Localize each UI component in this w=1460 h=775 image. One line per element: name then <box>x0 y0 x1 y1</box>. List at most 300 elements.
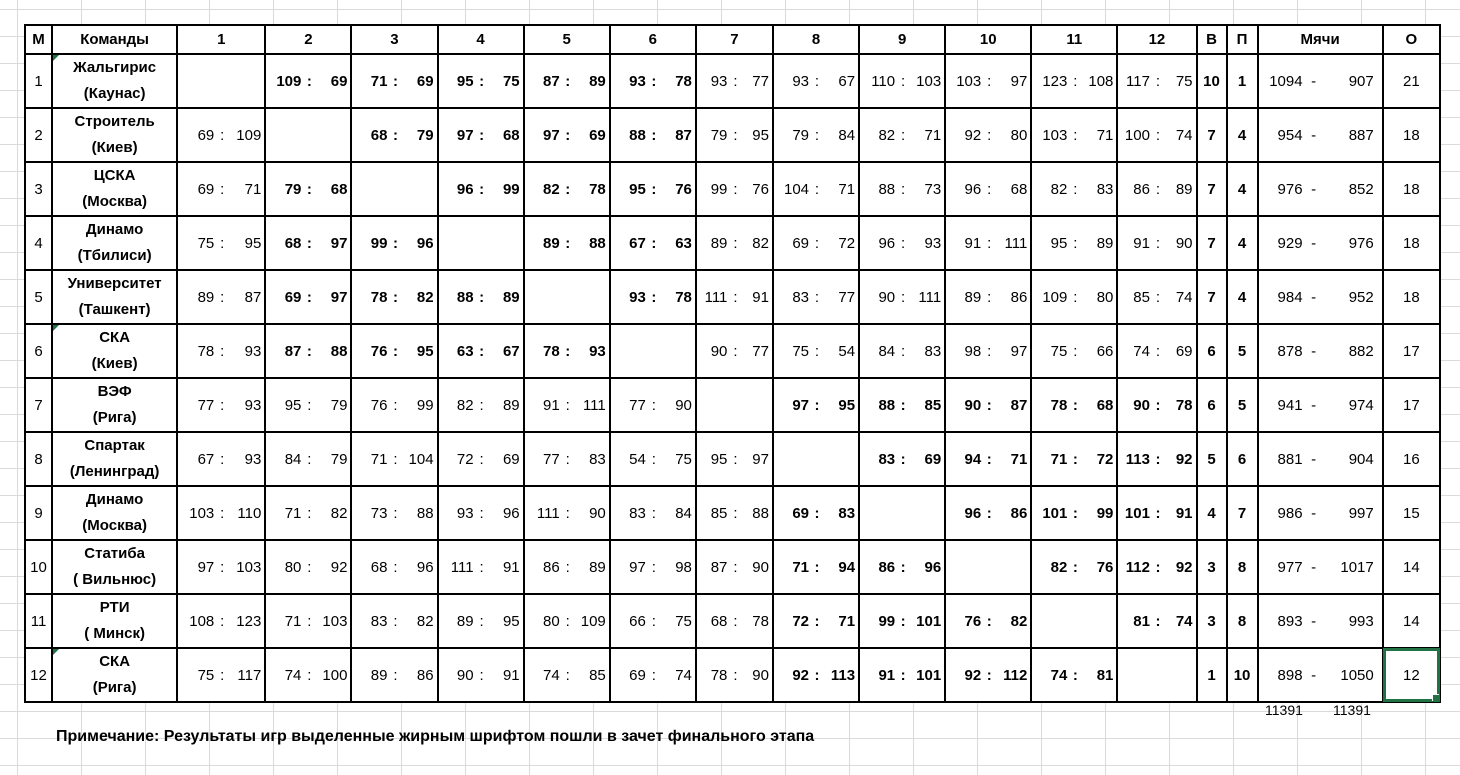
score-cell[interactable] <box>351 108 437 162</box>
score-cell[interactable] <box>610 432 696 486</box>
team-city: (Киев) <box>91 139 138 156</box>
team-cell[interactable] <box>52 324 177 378</box>
wins-cell[interactable]: 3 <box>1197 594 1227 648</box>
rank-cell[interactable]: 1 <box>25 54 52 108</box>
score-cell[interactable] <box>1117 324 1196 378</box>
team-cell[interactable] <box>52 108 177 162</box>
points-cell[interactable] <box>1383 108 1440 162</box>
score-cell[interactable] <box>945 648 1031 702</box>
footnote[interactable]: Примечание: Результаты игр выделенные жирным шрифтом пошли в зачет финального этапа <box>56 728 815 745</box>
empty-self-cell[interactable] <box>945 540 1031 594</box>
score-wrap <box>946 271 1030 323</box>
score-cell[interactable] <box>1031 324 1117 378</box>
score-cell[interactable] <box>177 540 265 594</box>
score-wrap <box>266 379 350 431</box>
points-cell[interactable] <box>1383 324 1440 378</box>
score-cell[interactable] <box>177 324 265 378</box>
score-cell[interactable] <box>610 54 696 108</box>
score-cell[interactable] <box>859 432 945 486</box>
score-cell[interactable] <box>351 54 437 108</box>
balls-for: 954 <box>1277 126 1303 144</box>
score-cell[interactable] <box>859 216 945 270</box>
score-for: 89 <box>370 666 388 684</box>
score-cell[interactable] <box>859 648 945 702</box>
losses-cell[interactable]: 4 <box>1227 108 1258 162</box>
score-cell[interactable] <box>438 54 524 108</box>
score-separator: : <box>1155 450 1161 468</box>
score-cell[interactable] <box>610 486 696 540</box>
score-cell[interactable] <box>945 486 1031 540</box>
losses-cell[interactable]: 4 <box>1227 162 1258 216</box>
score-cell[interactable] <box>524 594 610 648</box>
balls-cell[interactable] <box>1258 432 1383 486</box>
score-against: 78 <box>1175 396 1193 414</box>
balls-cell[interactable] <box>1258 378 1383 432</box>
team-cell[interactable] <box>52 216 177 270</box>
score-cell[interactable] <box>945 378 1031 432</box>
score-cell[interactable] <box>773 270 859 324</box>
score-cell[interactable] <box>438 162 524 216</box>
score-cell[interactable] <box>1117 54 1196 108</box>
score-cell[interactable] <box>1031 486 1117 540</box>
points-cell[interactable] <box>1383 432 1440 486</box>
losses-cell[interactable]: 8 <box>1227 594 1258 648</box>
balls-against: 976 <box>1348 234 1374 252</box>
points-cell[interactable] <box>1383 270 1440 324</box>
score-cell[interactable] <box>265 162 351 216</box>
team-cell[interactable] <box>52 54 177 108</box>
header-losses[interactable]: П <box>1227 25 1258 54</box>
balls-cell[interactable] <box>1258 162 1383 216</box>
empty-self-cell[interactable] <box>177 54 265 108</box>
score-cell[interactable] <box>524 432 610 486</box>
score-cell[interactable] <box>610 108 696 162</box>
score-cell[interactable] <box>265 432 351 486</box>
score-cell[interactable] <box>1031 108 1117 162</box>
score-wrap <box>774 109 858 161</box>
score-cell[interactable] <box>438 324 524 378</box>
rank-cell[interactable]: 7 <box>25 378 52 432</box>
score-cell[interactable] <box>859 540 945 594</box>
losses-cell[interactable]: 6 <box>1227 432 1258 486</box>
balls-cell[interactable] <box>1258 648 1383 702</box>
score-cell[interactable] <box>524 540 610 594</box>
points-cell[interactable] <box>1383 540 1440 594</box>
score-cell[interactable] <box>177 378 265 432</box>
score-cell[interactable] <box>610 162 696 216</box>
score-cell[interactable] <box>773 540 859 594</box>
score-cell[interactable] <box>438 594 524 648</box>
balls-cell[interactable] <box>1258 54 1383 108</box>
empty-self-cell[interactable] <box>265 108 351 162</box>
total-balls-for[interactable]: 11391 <box>1265 702 1303 718</box>
score-cell[interactable] <box>1031 648 1117 702</box>
score-cell[interactable] <box>1117 378 1196 432</box>
score-cell[interactable] <box>773 162 859 216</box>
score-cell[interactable] <box>524 648 610 702</box>
score-cell[interactable] <box>696 594 773 648</box>
empty-self-cell[interactable] <box>351 162 437 216</box>
score-wrap <box>774 487 858 539</box>
score-cell[interactable] <box>696 54 773 108</box>
score-cell[interactable] <box>610 540 696 594</box>
team-cell[interactable] <box>52 540 177 594</box>
score-cell[interactable] <box>524 324 610 378</box>
score-cell[interactable] <box>610 648 696 702</box>
score-separator: : <box>220 288 225 306</box>
score-cell[interactable] <box>696 540 773 594</box>
header-col-10[interactable]: 10 <box>945 25 1031 54</box>
losses-cell[interactable]: 7 <box>1227 486 1258 540</box>
balls-cell[interactable] <box>1258 324 1383 378</box>
score-cell[interactable] <box>265 324 351 378</box>
score-cell[interactable] <box>265 270 351 324</box>
losses-cell[interactable]: 1 <box>1227 54 1258 108</box>
score-cell[interactable] <box>351 216 437 270</box>
wins-cell[interactable]: 7 <box>1197 162 1227 216</box>
score-cell[interactable] <box>524 486 610 540</box>
score-for: 99 <box>710 180 728 198</box>
team-cell[interactable] <box>52 270 177 324</box>
score-against: 71 <box>1096 126 1114 144</box>
score-cell[interactable] <box>1031 216 1117 270</box>
score-against: 91 <box>502 558 520 576</box>
score-cell[interactable] <box>1031 54 1117 108</box>
score-cell[interactable] <box>524 54 610 108</box>
score-cell[interactable] <box>610 594 696 648</box>
score-against: 69 <box>589 126 606 144</box>
score-separator: : <box>733 612 738 630</box>
team-cell[interactable] <box>52 648 177 702</box>
score-cell[interactable] <box>438 486 524 540</box>
wins-cell[interactable]: 7 <box>1197 270 1227 324</box>
empty-self-cell[interactable] <box>1117 648 1196 702</box>
score-cell[interactable] <box>265 216 351 270</box>
balls-for: 881 <box>1277 450 1303 468</box>
rank-cell[interactable]: 6 <box>25 324 52 378</box>
score-cell[interactable] <box>1117 216 1196 270</box>
header-col-2[interactable]: 2 <box>265 25 351 54</box>
header-col-11[interactable]: 11 <box>1031 25 1117 54</box>
score-against: 97 <box>330 234 348 252</box>
wins-cell[interactable]: 4 <box>1197 486 1227 540</box>
balls-wrap <box>1259 343 1382 360</box>
score-cell[interactable] <box>524 216 610 270</box>
rank-cell[interactable]: 2 <box>25 108 52 162</box>
score-cell[interactable] <box>696 324 773 378</box>
score-cell[interactable] <box>438 648 524 702</box>
score-cell[interactable] <box>351 324 437 378</box>
score-cell[interactable] <box>773 108 859 162</box>
score-against: 99 <box>1096 504 1114 522</box>
score-separator: : <box>307 612 312 630</box>
team-cell[interactable] <box>52 594 177 648</box>
score-cell[interactable] <box>773 594 859 648</box>
score-cell[interactable] <box>524 108 610 162</box>
score-separator: : <box>220 558 225 576</box>
header-col-12[interactable]: 12 <box>1117 25 1196 54</box>
header-col-3[interactable]: 3 <box>351 25 437 54</box>
score-separator: : <box>220 396 225 414</box>
header-wins[interactable]: В <box>1197 25 1227 54</box>
rank-cell[interactable]: 10 <box>25 540 52 594</box>
balls-cell[interactable] <box>1258 270 1383 324</box>
points-cell[interactable] <box>1383 594 1440 648</box>
header-col-1[interactable]: 1 <box>177 25 265 54</box>
score-cell[interactable] <box>610 378 696 432</box>
score-cell[interactable] <box>773 324 859 378</box>
score-separator: : <box>651 126 657 144</box>
rank-cell[interactable]: 11 <box>25 594 52 648</box>
rank-cell[interactable]: 12 <box>25 648 52 702</box>
losses-cell[interactable]: 5 <box>1227 324 1258 378</box>
score-cell[interactable] <box>177 648 265 702</box>
score-wrap <box>525 541 609 593</box>
rank-cell[interactable]: 9 <box>25 486 52 540</box>
score-cell[interactable] <box>351 540 437 594</box>
score-cell[interactable] <box>1117 270 1196 324</box>
score-for: 75 <box>197 666 215 684</box>
score-cell[interactable] <box>859 270 945 324</box>
score-against: 82 <box>416 288 434 306</box>
score-against: 93 <box>244 396 262 414</box>
wins-cell[interactable]: 6 <box>1197 324 1227 378</box>
score-separator: : <box>814 72 820 90</box>
empty-self-cell[interactable] <box>524 270 610 324</box>
score-separator: : <box>306 180 312 198</box>
score-cell[interactable] <box>265 648 351 702</box>
score-cell[interactable] <box>610 270 696 324</box>
score-cell[interactable] <box>945 216 1031 270</box>
wins-cell[interactable]: 3 <box>1197 540 1227 594</box>
wins-cell[interactable]: 1 <box>1197 648 1227 702</box>
score-cell[interactable] <box>265 54 351 108</box>
team-cell[interactable] <box>52 378 177 432</box>
score-cell[interactable] <box>773 648 859 702</box>
score-cell[interactable] <box>438 270 524 324</box>
score-cell[interactable] <box>773 486 859 540</box>
score-cell[interactable] <box>859 54 945 108</box>
score-separator: : <box>1155 558 1161 576</box>
score-cell[interactable] <box>1117 540 1196 594</box>
score-cell[interactable] <box>177 432 265 486</box>
score-cell[interactable] <box>859 594 945 648</box>
score-cell[interactable] <box>177 486 265 540</box>
balls-cell[interactable] <box>1258 594 1383 648</box>
score-for: 97 <box>456 126 474 144</box>
score-cell[interactable] <box>1031 162 1117 216</box>
team-cell[interactable] <box>52 486 177 540</box>
score-against: 88 <box>589 234 606 252</box>
score-cell[interactable] <box>696 108 773 162</box>
score-cell[interactable] <box>524 162 610 216</box>
score-wrap <box>266 55 350 107</box>
header-rank[interactable]: М <box>25 25 52 54</box>
score-cell[interactable] <box>696 216 773 270</box>
score-cell[interactable] <box>859 162 945 216</box>
score-cell[interactable] <box>1117 594 1196 648</box>
header-col-8[interactable]: 8 <box>773 25 859 54</box>
score-cell[interactable] <box>773 378 859 432</box>
rank-cell[interactable]: 4 <box>25 216 52 270</box>
losses-cell[interactable]: 10 <box>1227 648 1258 702</box>
score-cell[interactable] <box>1117 162 1196 216</box>
empty-self-cell[interactable] <box>773 432 859 486</box>
score-against: 75 <box>502 72 520 90</box>
score-cell[interactable] <box>696 486 773 540</box>
score-wrap <box>1118 109 1195 161</box>
score-separator: : <box>733 450 738 468</box>
header-teams[interactable]: Команды <box>52 25 177 54</box>
score-cell[interactable] <box>696 270 773 324</box>
fill-handle[interactable] <box>1432 694 1440 702</box>
balls-against: 907 <box>1348 72 1374 90</box>
balls-wrap <box>1259 235 1382 252</box>
score-cell[interactable] <box>438 378 524 432</box>
score-cell[interactable] <box>1031 540 1117 594</box>
team-cell[interactable] <box>52 162 177 216</box>
score-cell[interactable] <box>696 162 773 216</box>
score-cell[interactable] <box>1031 270 1117 324</box>
score-cell[interactable] <box>945 54 1031 108</box>
score-against: 75 <box>1175 72 1193 90</box>
score-wrap <box>352 595 436 647</box>
score-against: 101 <box>916 612 942 630</box>
score-cell[interactable] <box>351 486 437 540</box>
wins-cell[interactable]: 10 <box>1197 54 1227 108</box>
score-against: 90 <box>1175 234 1193 252</box>
team-cell[interactable] <box>52 432 177 486</box>
score-against: 84 <box>675 504 692 522</box>
score-cell[interactable] <box>177 162 265 216</box>
losses-cell[interactable]: 4 <box>1227 216 1258 270</box>
wins-cell[interactable]: 7 <box>1197 216 1227 270</box>
score-wrap <box>439 487 523 539</box>
score-cell[interactable] <box>265 594 351 648</box>
losses-cell[interactable]: 8 <box>1227 540 1258 594</box>
balls-cell[interactable] <box>1258 216 1383 270</box>
wins-cell[interactable]: 5 <box>1197 432 1227 486</box>
empty-self-cell[interactable] <box>610 324 696 378</box>
header-balls[interactable]: Мячи <box>1258 25 1383 54</box>
points-cell[interactable] <box>1383 378 1440 432</box>
score-cell[interactable] <box>945 324 1031 378</box>
score-cell[interactable] <box>773 216 859 270</box>
score-cell[interactable] <box>945 270 1031 324</box>
wins-cell[interactable]: 6 <box>1197 378 1227 432</box>
score-separator: : <box>1072 450 1078 468</box>
points-cell[interactable] <box>1383 648 1440 702</box>
balls-cell[interactable] <box>1258 108 1383 162</box>
score-cell[interactable] <box>351 270 437 324</box>
score-cell[interactable] <box>696 432 773 486</box>
empty-self-cell[interactable] <box>438 216 524 270</box>
score-cell[interactable] <box>351 432 437 486</box>
wins-cell[interactable]: 7 <box>1197 108 1227 162</box>
total-balls-against[interactable]: 11391 <box>1333 702 1371 718</box>
score-cell[interactable] <box>1031 432 1117 486</box>
score-cell[interactable] <box>438 108 524 162</box>
score-cell[interactable] <box>859 378 945 432</box>
empty-self-cell[interactable] <box>859 486 945 540</box>
score-wrap <box>860 217 944 269</box>
score-separator: : <box>565 234 571 252</box>
score-wrap <box>1118 163 1195 215</box>
score-against: 103 <box>236 558 262 576</box>
score-wrap <box>611 217 695 269</box>
score-cell[interactable] <box>438 432 524 486</box>
header-col-9[interactable]: 9 <box>859 25 945 54</box>
score-against: 82 <box>330 504 348 522</box>
score-cell[interactable] <box>1117 432 1196 486</box>
score-cell[interactable] <box>351 378 437 432</box>
score-cell[interactable] <box>177 594 265 648</box>
score-cell[interactable] <box>773 54 859 108</box>
points-cell[interactable] <box>1383 486 1440 540</box>
header-col-6[interactable]: 6 <box>610 25 696 54</box>
points-cell[interactable] <box>1383 162 1440 216</box>
score-cell[interactable] <box>265 540 351 594</box>
points-cell[interactable] <box>1383 216 1440 270</box>
score-wrap <box>352 541 436 593</box>
score-cell[interactable] <box>524 378 610 432</box>
score-cell[interactable] <box>945 108 1031 162</box>
score-wrap <box>525 649 609 701</box>
balls-against: 887 <box>1348 126 1374 144</box>
header-points[interactable]: О <box>1383 25 1440 54</box>
points-cell[interactable] <box>1383 54 1440 108</box>
score-separator: : <box>1073 234 1078 252</box>
score-cell[interactable] <box>945 432 1031 486</box>
score-cell[interactable] <box>265 378 351 432</box>
score-cell[interactable] <box>696 648 773 702</box>
score-cell[interactable] <box>859 324 945 378</box>
score-cell[interactable] <box>351 594 437 648</box>
score-cell[interactable] <box>177 216 265 270</box>
losses-cell[interactable]: 4 <box>1227 270 1258 324</box>
score-cell[interactable] <box>351 648 437 702</box>
score-separator: : <box>479 396 484 414</box>
header-col-4[interactable]: 4 <box>438 25 524 54</box>
empty-self-cell[interactable] <box>696 378 773 432</box>
score-cell[interactable] <box>177 270 265 324</box>
score-separator: : <box>901 72 906 90</box>
balls-cell[interactable] <box>1258 486 1383 540</box>
score-for: 111 <box>536 504 560 522</box>
score-cell[interactable] <box>859 108 945 162</box>
score-cell[interactable] <box>945 162 1031 216</box>
team-city: (Москва) <box>82 193 147 210</box>
empty-self-cell[interactable] <box>1031 594 1117 648</box>
rank-cell[interactable]: 8 <box>25 432 52 486</box>
rank-cell[interactable]: 3 <box>25 162 52 216</box>
losses-cell[interactable]: 5 <box>1227 378 1258 432</box>
score-cell[interactable] <box>1117 486 1196 540</box>
score-separator: : <box>479 504 484 522</box>
score-cell[interactable] <box>1117 108 1196 162</box>
header-col-7[interactable]: 7 <box>696 25 773 54</box>
score-cell[interactable] <box>1031 378 1117 432</box>
score-cell[interactable] <box>177 108 265 162</box>
score-cell[interactable] <box>265 486 351 540</box>
score-cell[interactable] <box>438 540 524 594</box>
score-cell[interactable] <box>610 216 696 270</box>
score-cell[interactable] <box>945 594 1031 648</box>
score-wrap <box>697 325 772 377</box>
rank-cell[interactable]: 5 <box>25 270 52 324</box>
balls-cell[interactable] <box>1258 540 1383 594</box>
header-col-5[interactable]: 5 <box>524 25 610 54</box>
